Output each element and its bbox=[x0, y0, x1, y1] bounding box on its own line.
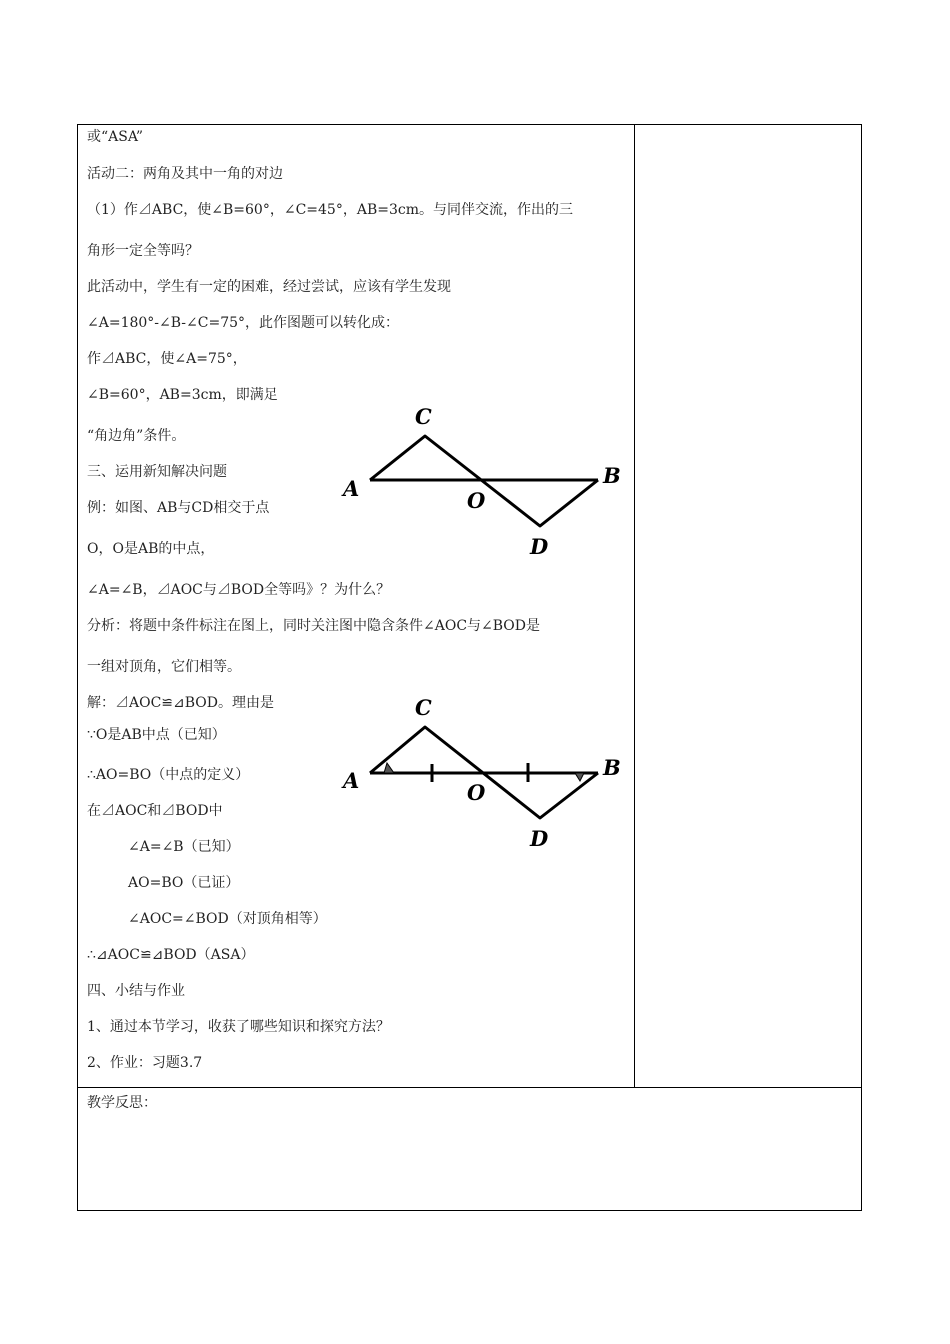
text-line: ∴AO=BO（中点的定义） bbox=[87, 767, 250, 783]
figure-2-lines bbox=[340, 693, 640, 853]
text-line: 例：如图、AB与CD相交于点 bbox=[87, 500, 270, 516]
text-line: 或“ASA” bbox=[87, 129, 144, 145]
text-line: 在⊿AOC和⊿BOD中 bbox=[87, 803, 223, 819]
text-line: 分析：将题中条件标注在图上，同时关注图中隐含条件∠AOC与∠BOD是 bbox=[87, 618, 541, 634]
text-line: ∠AOC=∠BOD（对顶角相等） bbox=[128, 911, 327, 927]
point-label-c: C bbox=[415, 404, 432, 429]
text-line: AO=BO（已证） bbox=[128, 875, 240, 891]
text-line: 角形一定全等吗？ bbox=[87, 243, 199, 259]
reflection-label: 教学反思： bbox=[87, 1095, 157, 1111]
text-line: ∵O是AB中点（已知） bbox=[87, 727, 226, 743]
row-divider bbox=[78, 1087, 861, 1088]
figure-1-lines bbox=[340, 400, 640, 560]
geometry-figure-2 bbox=[340, 693, 640, 853]
text-line: 此活动中，学生有一定的困难，经过尝试，应该有学生发现 bbox=[87, 279, 451, 295]
text-line: O，O是AB的中点， bbox=[87, 541, 215, 557]
point-label-c: C bbox=[415, 695, 432, 720]
text-line: 作⊿ABC，使∠A=75°， bbox=[87, 351, 247, 367]
text-line: ∴⊿AOC≌⊿BOD（ASA） bbox=[87, 947, 255, 963]
point-label-d: D bbox=[530, 826, 549, 851]
text-line: 活动二：两角及其中一角的对边 bbox=[87, 166, 283, 182]
text-line: 一组对顶角，它们相等。 bbox=[87, 659, 241, 675]
text-line: （1）作⊿ABC，使∠B=60°，∠C=45°，AB=3cm。与同伴交流，作出的三 bbox=[87, 202, 573, 218]
point-label-b: B bbox=[603, 755, 621, 780]
point-label-a: A bbox=[343, 476, 360, 501]
column-divider bbox=[634, 125, 635, 1087]
geometry-figure-1 bbox=[340, 400, 640, 560]
text-line: 2、作业：习题3.7 bbox=[87, 1055, 203, 1071]
section-heading: 三、运用新知解决问题 bbox=[87, 464, 227, 480]
text-line: ∠A=180°-∠B-∠C=75°，此作图题可以转化成： bbox=[87, 315, 400, 331]
text-line: 1、通过本节学习，收获了哪些知识和探究方法？ bbox=[87, 1019, 390, 1035]
text-line: ∠A=∠B，⊿AOC与⊿BOD全等吗》？为什么？ bbox=[87, 582, 391, 598]
point-label-a: A bbox=[343, 768, 360, 793]
point-label-o: O bbox=[467, 780, 486, 805]
point-label-o: O bbox=[467, 488, 486, 513]
text-line: ∠B=60°，AB=3cm，即满足 bbox=[87, 387, 278, 403]
text-line: ∠A=∠B（已知） bbox=[128, 839, 240, 855]
section-heading: 四、小结与作业 bbox=[87, 983, 185, 999]
point-label-d: D bbox=[530, 534, 549, 559]
point-label-b: B bbox=[603, 463, 621, 488]
text-line: “角边角”条件。 bbox=[87, 428, 186, 444]
text-line: 解：⊿AOC≌⊿BOD。理由是 bbox=[87, 695, 275, 711]
